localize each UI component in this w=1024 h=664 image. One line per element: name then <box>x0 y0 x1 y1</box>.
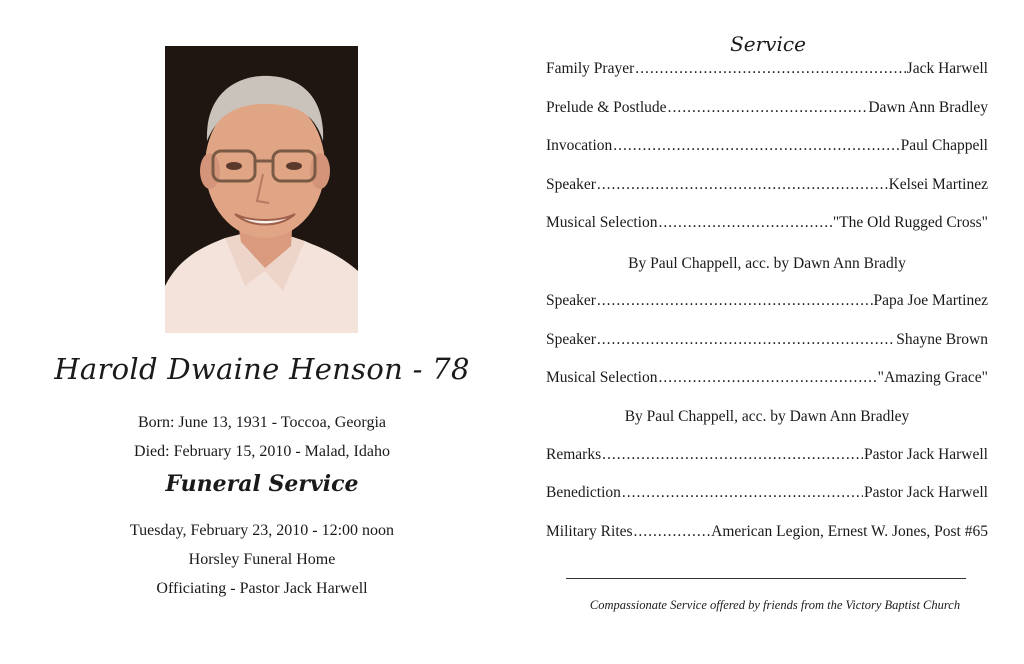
program-row <box>546 369 988 391</box>
program-row <box>546 484 988 506</box>
program-person: "The Old Rugged Cross" <box>832 214 988 231</box>
program-row <box>546 214 988 236</box>
program-role: Benediction <box>546 484 621 501</box>
program-person: "Amazing Grace" <box>877 369 988 386</box>
musical-credit: By Paul Chappell, acc. by Dawn Ann Bradley <box>624 408 910 425</box>
died-line: Died: February 15, 2010 - Malad, Idaho <box>134 443 390 460</box>
program-role: Speaker <box>546 176 596 193</box>
portrait-image <box>165 46 358 333</box>
program-row <box>546 60 988 82</box>
program-person: Jack Harwell <box>906 60 988 77</box>
program-role: Invocation <box>546 137 613 154</box>
program-row <box>546 137 988 159</box>
born-line: Born: June 13, 1931 - Toccoa, Georgia <box>137 414 386 431</box>
funeral-service-title: Funeral Service <box>165 471 359 497</box>
program-role: Musical Selection <box>546 214 658 231</box>
program-role: Remarks <box>546 446 602 463</box>
service-location: Horsley Funeral Home <box>188 551 336 568</box>
dot-leader <box>597 331 895 349</box>
dot-leader <box>597 176 888 194</box>
dot-leader <box>659 369 877 387</box>
program-row <box>546 331 988 353</box>
dot-leader <box>635 60 905 78</box>
dot-leader <box>597 292 873 310</box>
portrait-photo <box>165 46 358 333</box>
divider-line <box>566 578 966 579</box>
dot-leader <box>634 523 711 541</box>
program-person: American Legion, Ernest W. Jones, Post #65 <box>711 523 988 540</box>
service-title: Service <box>730 32 806 56</box>
program-role: Prelude & Postlude <box>546 99 667 116</box>
dot-leader <box>622 484 863 502</box>
program-role: Military Rites <box>546 523 633 540</box>
program-row <box>546 292 988 314</box>
program-role: Speaker <box>546 292 596 309</box>
program-person: Paul Chappell <box>900 137 988 154</box>
program-role: Speaker <box>546 331 596 348</box>
program-row <box>546 176 988 198</box>
program-person: Shayne Brown <box>896 331 988 348</box>
musical-credit: By Paul Chappell, acc. by Dawn Ann Bradly <box>628 255 906 272</box>
dot-leader <box>668 99 868 117</box>
officiating-line: Officiating - Pastor Jack Harwell <box>156 580 368 597</box>
deceased-name: Harold Dwaine Henson - 78 <box>54 352 470 386</box>
program-person: Pastor Jack Harwell <box>864 446 988 463</box>
dot-leader <box>659 214 832 232</box>
program-person: Pastor Jack Harwell <box>864 484 988 501</box>
program-person: Kelsei Martinez <box>888 176 988 193</box>
program-person: Papa Joe Martinez <box>873 292 988 309</box>
dot-leader <box>602 446 863 464</box>
program-role: Family Prayer <box>546 60 635 77</box>
program-person: Dawn Ann Bradley <box>868 99 988 116</box>
program-row <box>546 99 988 121</box>
footer-note: Compassionate Service offered by friends from the Victory Baptist Church <box>589 598 961 612</box>
program-row <box>546 523 988 545</box>
service-date-time: Tuesday, February 23, 2010 - 12:00 noon <box>129 522 395 539</box>
program-row <box>546 446 988 468</box>
program-role: Musical Selection <box>546 369 658 386</box>
dot-leader <box>613 137 899 155</box>
